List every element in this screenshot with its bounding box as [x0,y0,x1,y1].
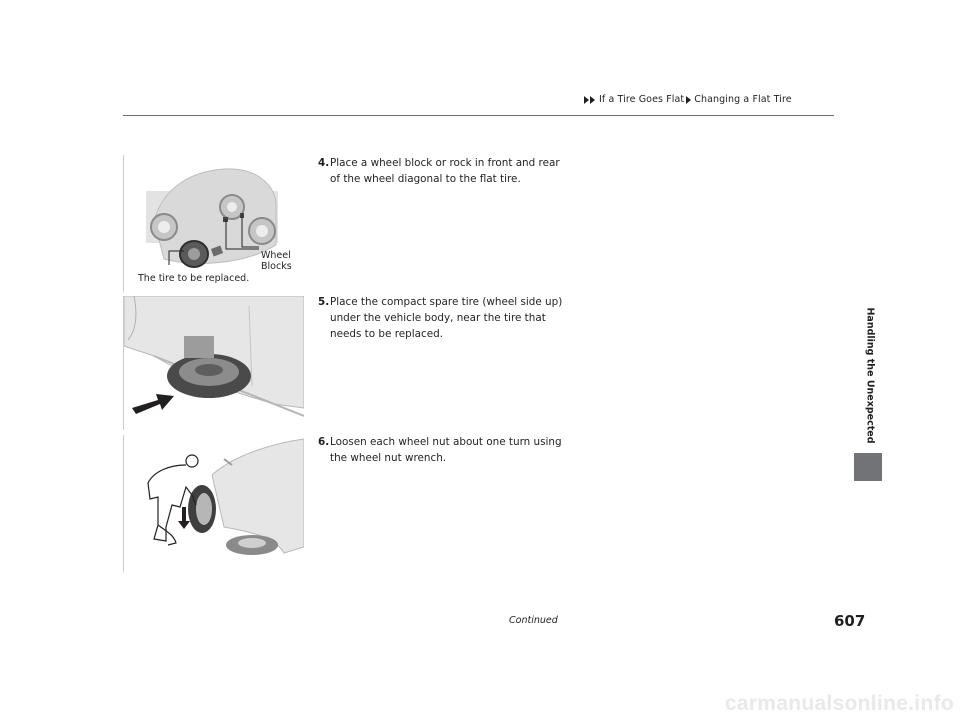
figure-spare-tire-placement [123,296,304,430]
breadcrumb-subsection: Changing a Flat Tire [694,94,792,105]
spare-tire-icon [226,535,278,555]
loosen-nuts-illustration [124,435,304,572]
step-number: 5. [318,296,330,308]
breadcrumb-arrow-icon [686,96,691,104]
tire-icon [188,485,216,533]
figure-loosen-wheel-nuts [123,435,304,572]
side-tab-label: Handling the Unexpected [864,306,876,444]
step-text: Loosen each wheel nut about one turn using the wheel nut wrench. [330,436,562,464]
side-tab [854,300,886,450]
direction-arrow-icon [132,394,174,414]
breadcrumb-section: If a Tire Goes Flat [599,94,685,105]
callout-tire-to-replace: The tire to be replaced. [138,273,250,284]
breadcrumb-arrow-icon [590,96,595,104]
figure-wheel-blocks [123,155,304,292]
spare-tire-icon [167,354,251,398]
step-number: 6. [318,436,330,448]
header-rule [123,115,834,116]
breadcrumb [584,94,792,105]
watermark: carmanualsonline.info [724,692,954,715]
continued-label: Continued [509,615,558,626]
breadcrumb-arrow-icon [584,96,589,104]
step-number: 4. [318,157,330,169]
side-tab-marker [854,453,882,481]
step-5 [318,294,570,342]
callout-wheel-blocks: Wheel Blocks [261,250,292,272]
page-number: 607 [834,612,866,630]
step-4 [318,155,570,187]
step-text: Place the compact spare tire (wheel side up) under the vehicle body, near the tire that needs to be replaced. [330,296,563,340]
wheel-icon [249,218,275,244]
wheel-icon [151,214,177,240]
step-text: Place a wheel block or rock in front and rear of the wheel diagonal to the flat tire. [330,157,560,185]
step-6 [318,434,570,466]
spare-tire-illustration [124,296,304,430]
flat-tire-icon [180,241,208,267]
jack-icon [184,336,214,358]
